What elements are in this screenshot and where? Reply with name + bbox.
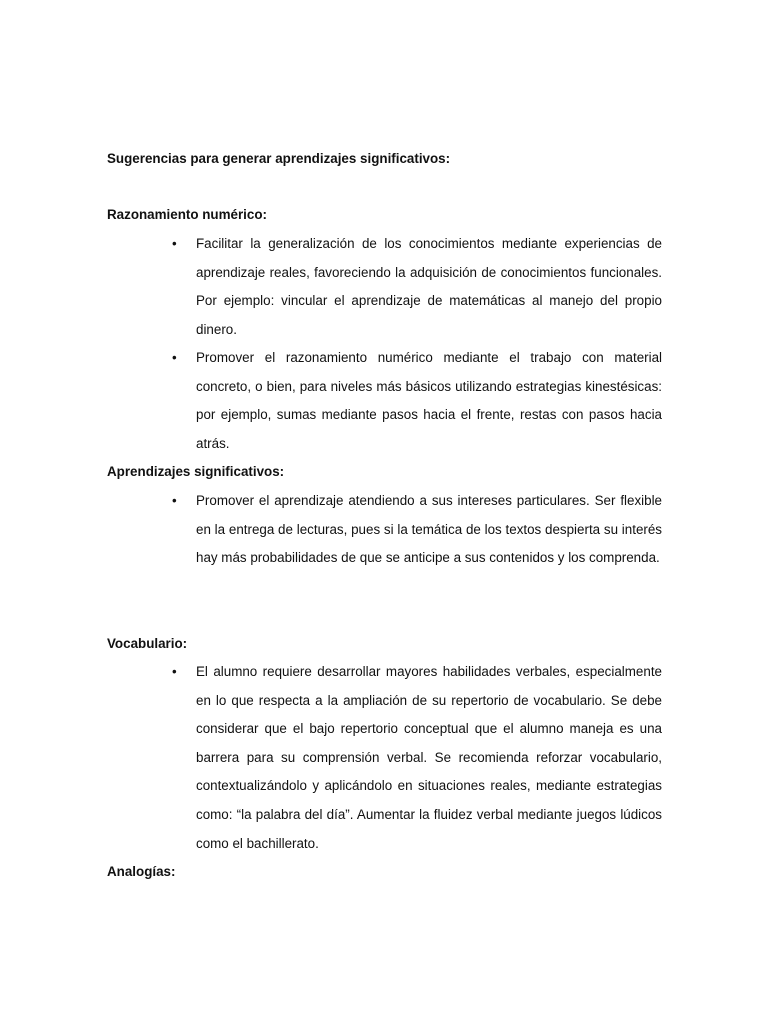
section-heading-razonamiento-numerico: Razonamiento numérico: [107,207,267,222]
document-title: Sugerencias para generar aprendizajes significativos: [107,151,451,166]
list-item [172,230,662,344]
list-item-text: Promover el razonamiento numérico mediante el trabajo con material concreto, o bien, para niveles más básicos utilizando estrategias kinestésicas: por ejemplo, sumas mediante pasos hacia el frente, restas con pasos hacia atrás. [196,350,662,451]
section-heading-aprendizajes-significativos: Aprendizajes significativos: [107,464,285,479]
list-item [172,344,662,458]
bullet-icon: • [172,236,177,251]
list-item-text: El alumno requiere desarrollar mayores habilidades verbales, especialmente en lo que respecta a la ampliación de su repertorio de vocabulario. Se debe considerar que el bajo repertorio conceptual que el alumno maneja es una barrera para su comprensión verbal. Se recomienda reforzar vocabulario, contextualizándolo y aplicándolo en situaciones reales, mediante estrategias como: “la palabra del día”. Aumentar la fluidez verbal mediante juegos lúdicos como el bachillerato. [196,664,662,851]
section-heading-analogias: Analogías: [107,864,176,879]
bullet-icon: • [172,493,177,508]
bullet-icon: • [172,664,177,679]
section-heading-vocabulario: Vocabulario: [107,636,188,651]
list-item-text: Promover el aprendizaje atendiendo a sus intereses particulares. Ser flexible en la entrega de lecturas, pues si la temática de los textos despierta su interés hay más probabilidades de que se anticipe a sus contenidos y los comprenda. [196,493,662,566]
bullet-icon: • [172,350,177,365]
list-item [172,487,662,573]
list-item-text: Facilitar la generalización de los conocimientos mediante experiencias de aprendizaje reales, favoreciendo la adquisición de conocimientos funcionales. Por ejemplo: vincular el aprendizaje de matemáticas al manejo del propio dinero. [196,236,662,337]
list-item [172,658,662,858]
